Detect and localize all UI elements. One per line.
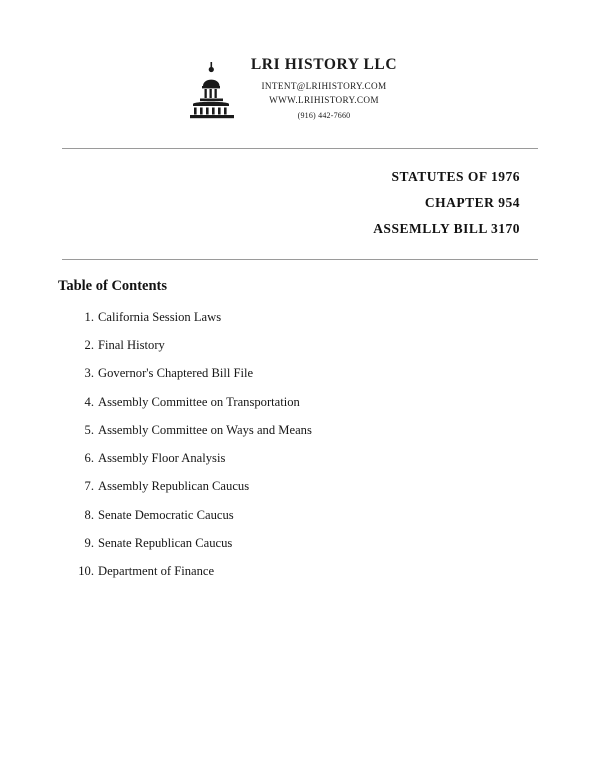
document-title-block bbox=[0, 149, 600, 237]
title-bill: ASSEMLLY BILL 3170 bbox=[373, 221, 520, 236]
company-website: WWW.LRIHISTORY.COM bbox=[269, 95, 379, 105]
list-item[interactable]: Assembly Floor Analysis bbox=[98, 451, 226, 466]
list-item[interactable]: Department of Finance bbox=[98, 563, 215, 578]
title-chapter: CHAPTER 954 bbox=[424, 195, 520, 210]
list-item[interactable]: Senate Republican Caucus bbox=[98, 535, 233, 550]
list-item[interactable]: Assembly Committee on Transportation bbox=[98, 394, 300, 409]
company-contact-block bbox=[251, 56, 417, 120]
company-email: INTENT@LRIHISTORY.COM bbox=[261, 81, 387, 91]
list-item[interactable]: Governor's Chaptered Bill File bbox=[98, 366, 254, 381]
table-of-contents bbox=[0, 260, 600, 578]
list-item[interactable]: Senate Democratic Caucus bbox=[98, 507, 234, 522]
company-phone: (916) 442-7660 bbox=[297, 111, 351, 120]
toc-heading: Table of Contents bbox=[58, 278, 168, 294]
letterhead bbox=[0, 0, 600, 120]
capitol-dome-icon bbox=[183, 60, 241, 122]
list-item[interactable]: Assembly Committee on Ways and Means bbox=[98, 422, 312, 437]
title-statutes-year: STATUTES OF 1976 bbox=[391, 169, 520, 184]
company-name: LRI HISTORY LLC bbox=[250, 56, 398, 73]
list-item[interactable]: Assembly Republican Caucus bbox=[98, 479, 250, 494]
list-item[interactable]: Final History bbox=[98, 338, 165, 353]
toc-list bbox=[58, 311, 600, 578]
list-item[interactable]: California Session Laws bbox=[98, 310, 222, 324]
